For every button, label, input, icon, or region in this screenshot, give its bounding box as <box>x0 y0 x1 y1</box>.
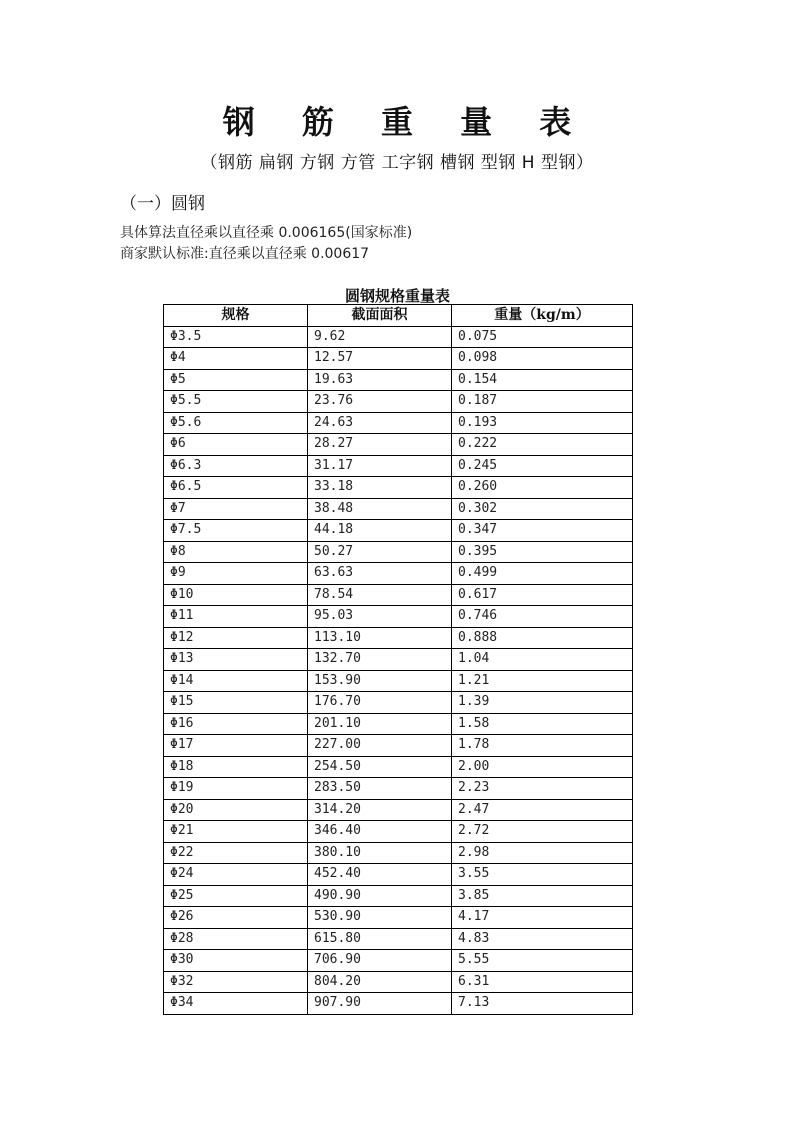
cell-area: 490.90 <box>308 885 452 907</box>
page-subtitle: （钢筋 扁钢 方钢 方管 工字钢 槽钢 型钢 H 型钢） <box>200 153 594 173</box>
table-caption: 圆钢规格重量表 <box>344 287 450 305</box>
cell-weight: 0.395 <box>452 541 633 563</box>
cell-area: 615.80 <box>308 928 452 950</box>
table-row <box>164 885 633 907</box>
cell-spec: Φ15 <box>164 692 308 714</box>
table-row <box>164 649 633 671</box>
cell-spec: Φ20 <box>164 799 308 821</box>
cell-area: 283.50 <box>308 778 452 800</box>
table-row <box>164 735 633 757</box>
cell-weight: 0.347 <box>452 520 633 542</box>
cell-area: 12.57 <box>308 348 452 370</box>
cell-spec: Φ32 <box>164 971 308 993</box>
table-row <box>164 670 633 692</box>
table-row <box>164 778 633 800</box>
cell-spec: Φ34 <box>164 993 308 1015</box>
cell-spec: Φ24 <box>164 864 308 886</box>
cell-weight: 6.31 <box>452 971 633 993</box>
table-row <box>164 412 633 434</box>
cell-weight: 1.39 <box>452 692 633 714</box>
cell-weight: 0.746 <box>452 606 633 628</box>
cell-weight: 1.58 <box>452 713 633 735</box>
table-row <box>164 864 633 886</box>
table-row <box>164 563 633 585</box>
cell-weight: 5.55 <box>452 950 633 972</box>
table-row <box>164 821 633 843</box>
cell-area: 706.90 <box>308 950 452 972</box>
cell-area: 346.40 <box>308 821 452 843</box>
cell-weight: 1.21 <box>452 670 633 692</box>
table-row <box>164 477 633 499</box>
cell-weight: 2.47 <box>452 799 633 821</box>
cell-spec: Φ8 <box>164 541 308 563</box>
cell-weight: 0.154 <box>452 369 633 391</box>
table-row <box>164 541 633 563</box>
cell-spec: Φ13 <box>164 649 308 671</box>
cell-weight: 0.888 <box>452 627 633 649</box>
cell-spec: Φ17 <box>164 735 308 757</box>
cell-weight: 0.098 <box>452 348 633 370</box>
cell-spec: Φ4 <box>164 348 308 370</box>
table-row <box>164 369 633 391</box>
table-row <box>164 348 633 370</box>
table-row <box>164 455 633 477</box>
cell-area: 530.90 <box>308 907 452 929</box>
table-row <box>164 391 633 413</box>
cell-spec: Φ10 <box>164 584 308 606</box>
cell-weight: 0.302 <box>452 498 633 520</box>
cell-weight: 2.23 <box>452 778 633 800</box>
cell-spec: Φ26 <box>164 907 308 929</box>
cell-spec: Φ28 <box>164 928 308 950</box>
cell-area: 28.27 <box>308 434 452 456</box>
table-row <box>164 907 633 929</box>
cell-weight: 3.55 <box>452 864 633 886</box>
cell-area: 24.63 <box>308 412 452 434</box>
cell-spec: Φ6 <box>164 434 308 456</box>
table-row <box>164 713 633 735</box>
cell-spec: Φ25 <box>164 885 308 907</box>
cell-area: 19.63 <box>308 369 452 391</box>
table-body <box>164 326 633 1014</box>
cell-area: 63.63 <box>308 563 452 585</box>
cell-area: 33.18 <box>308 477 452 499</box>
table-row <box>164 627 633 649</box>
cell-area: 38.48 <box>308 498 452 520</box>
cell-area: 227.00 <box>308 735 452 757</box>
table-row <box>164 326 633 348</box>
cell-area: 201.10 <box>308 713 452 735</box>
round-steel-weight-table <box>163 304 633 1015</box>
table-row <box>164 498 633 520</box>
cell-weight: 2.98 <box>452 842 633 864</box>
table-row <box>164 842 633 864</box>
cell-weight: 7.13 <box>452 993 633 1015</box>
cell-weight: 4.83 <box>452 928 633 950</box>
cell-spec: Φ5.6 <box>164 412 308 434</box>
cell-weight: 0.617 <box>452 584 633 606</box>
cell-weight: 0.245 <box>452 455 633 477</box>
cell-weight: 0.193 <box>452 412 633 434</box>
cell-spec: Φ22 <box>164 842 308 864</box>
cell-weight: 2.72 <box>452 821 633 843</box>
cell-area: 95.03 <box>308 606 452 628</box>
note-merchant-standard: 商家默认标准:直径乘以直径乘 0.00617 <box>120 246 370 262</box>
cell-spec: Φ9 <box>164 563 308 585</box>
cell-spec: Φ14 <box>164 670 308 692</box>
table-row <box>164 756 633 778</box>
cell-area: 78.54 <box>308 584 452 606</box>
header-weight: 重量（kg/m） <box>452 305 633 327</box>
cell-spec: Φ5 <box>164 369 308 391</box>
cell-spec: Φ6.5 <box>164 477 308 499</box>
cell-area: 254.50 <box>308 756 452 778</box>
cell-area: 907.90 <box>308 993 452 1015</box>
page-title: 钢 筋 重 量 表 <box>222 103 590 141</box>
cell-area: 113.10 <box>308 627 452 649</box>
cell-area: 452.40 <box>308 864 452 886</box>
cell-weight: 0.260 <box>452 477 633 499</box>
table-row <box>164 520 633 542</box>
cell-spec: Φ16 <box>164 713 308 735</box>
table-row <box>164 584 633 606</box>
cell-spec: Φ7 <box>164 498 308 520</box>
cell-weight: 1.78 <box>452 735 633 757</box>
table-row <box>164 606 633 628</box>
cell-weight: 4.17 <box>452 907 633 929</box>
cell-spec: Φ3.5 <box>164 326 308 348</box>
cell-spec: Φ7.5 <box>164 520 308 542</box>
table-row <box>164 434 633 456</box>
cell-weight: 2.00 <box>452 756 633 778</box>
table-row <box>164 993 633 1015</box>
cell-area: 380.10 <box>308 842 452 864</box>
cell-area: 50.27 <box>308 541 452 563</box>
cell-spec: Φ12 <box>164 627 308 649</box>
cell-spec: Φ5.5 <box>164 391 308 413</box>
cell-area: 153.90 <box>308 670 452 692</box>
table-row <box>164 950 633 972</box>
cell-area: 176.70 <box>308 692 452 714</box>
cell-area: 132.70 <box>308 649 452 671</box>
table-row <box>164 928 633 950</box>
section-heading: （一）圆钢 <box>120 194 205 214</box>
cell-area: 31.17 <box>308 455 452 477</box>
cell-area: 314.20 <box>308 799 452 821</box>
table-header-row <box>164 305 633 327</box>
header-spec: 规格 <box>164 305 308 327</box>
table-row <box>164 971 633 993</box>
cell-weight: 0.499 <box>452 563 633 585</box>
header-area: 截面面积 <box>308 305 452 327</box>
cell-area: 9.62 <box>308 326 452 348</box>
cell-weight: 0.222 <box>452 434 633 456</box>
cell-area: 23.76 <box>308 391 452 413</box>
table-row <box>164 799 633 821</box>
cell-spec: Φ30 <box>164 950 308 972</box>
cell-spec: Φ19 <box>164 778 308 800</box>
cell-spec: Φ6.3 <box>164 455 308 477</box>
cell-weight: 1.04 <box>452 649 633 671</box>
cell-area: 804.20 <box>308 971 452 993</box>
table-row <box>164 692 633 714</box>
cell-spec: Φ18 <box>164 756 308 778</box>
cell-weight: 3.85 <box>452 885 633 907</box>
cell-weight: 0.075 <box>452 326 633 348</box>
cell-spec: Φ21 <box>164 821 308 843</box>
cell-weight: 0.187 <box>452 391 633 413</box>
note-national-standard: 具体算法直径乘以直径乘 0.006165(国家标准) <box>120 225 413 241</box>
cell-area: 44.18 <box>308 520 452 542</box>
cell-spec: Φ11 <box>164 606 308 628</box>
